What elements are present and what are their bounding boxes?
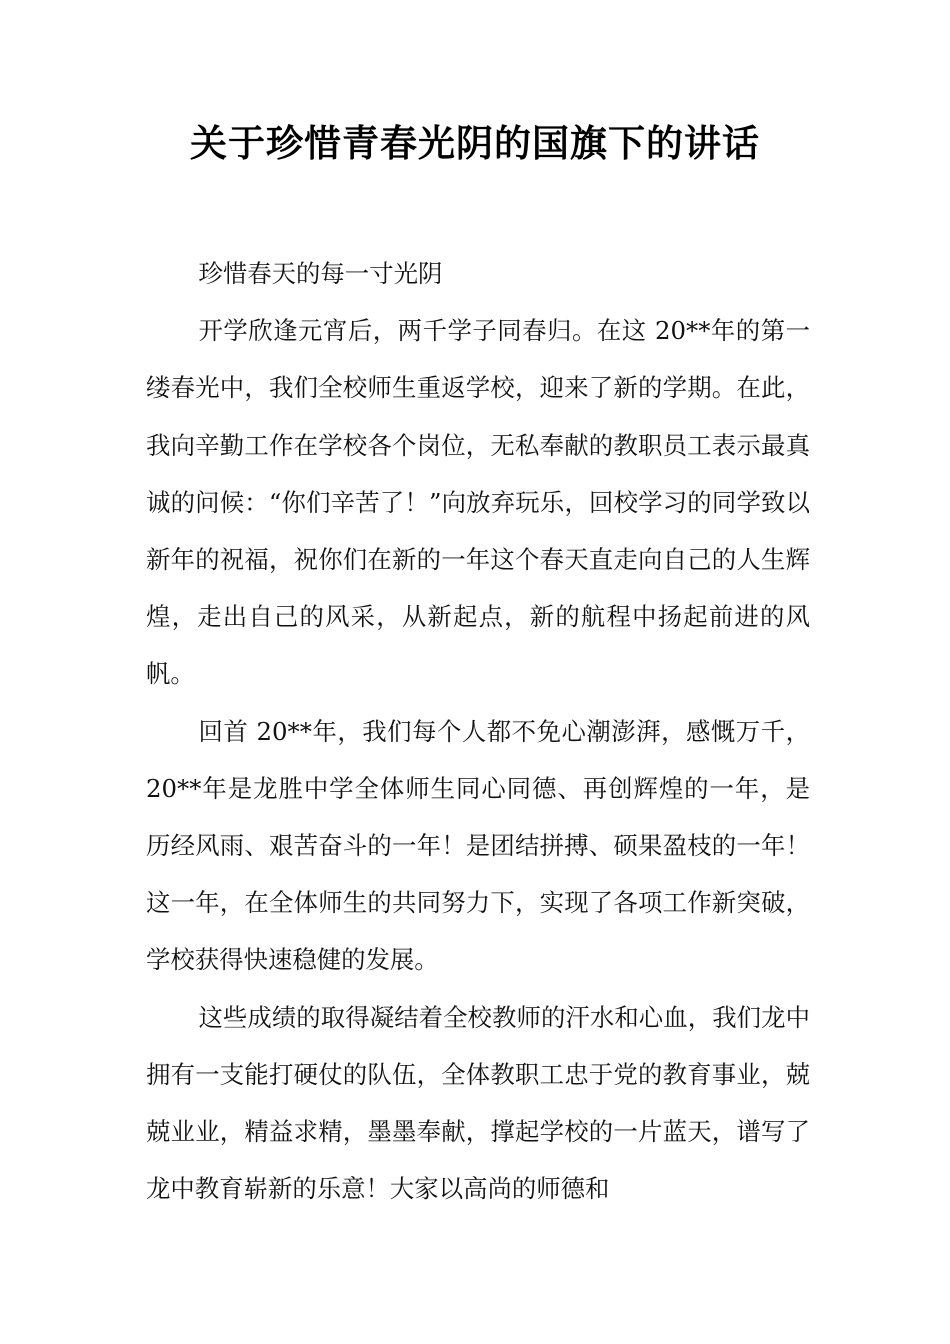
body-paragraph: 开学欣逢元宵后，两千学子同春归。在这 20**年的第一缕春光中，我们全校师生重返学校，迎来了新的学期。在此，我向辛勤工作在学校各个岗位，无私奉献的教职员工表示最真诚的问候：“你们辛苦了！”向放弃玩乐，回校学习的同学致以新年的祝福，祝你们在新的一年这个春天直走向自己的人生辉煌，走出自己的风采，从新起点，新的航程中扬起前进的风帆。 [146, 316, 810, 689]
subtitle-paragraph: 珍惜春天的每一寸光阴 [198, 259, 443, 288]
document-title: 关于珍惜青春光阴的国旗下的讲话 [190, 122, 760, 165]
body-paragraph: 这些成绩的取得凝结着全校教师的汗水和心血，我们龙中拥有一支能打硬仗的队伍，全体教职工忠于党的教育事业，兢兢业业，精益求精，墨墨奉献，撑起学校的一片蓝天，谱写了龙中教育崭新的乐意！大家以高尚的师德和 [146, 1002, 810, 1204]
body-paragraph: 回首 20**年，我们每个人都不免心潮澎湃，感慨万千，20**年是龙胜中学全体师生同心同德、再创辉煌的一年，是历经风雨、艰苦奋斗的一年！是团结拼搏、硕果盈枝的一年！这一年，在全体师生的共同努力下，实现了各项工作新突破，学校获得快速稳健的发展。 [146, 716, 810, 975]
document-body [146, 245, 810, 1217]
